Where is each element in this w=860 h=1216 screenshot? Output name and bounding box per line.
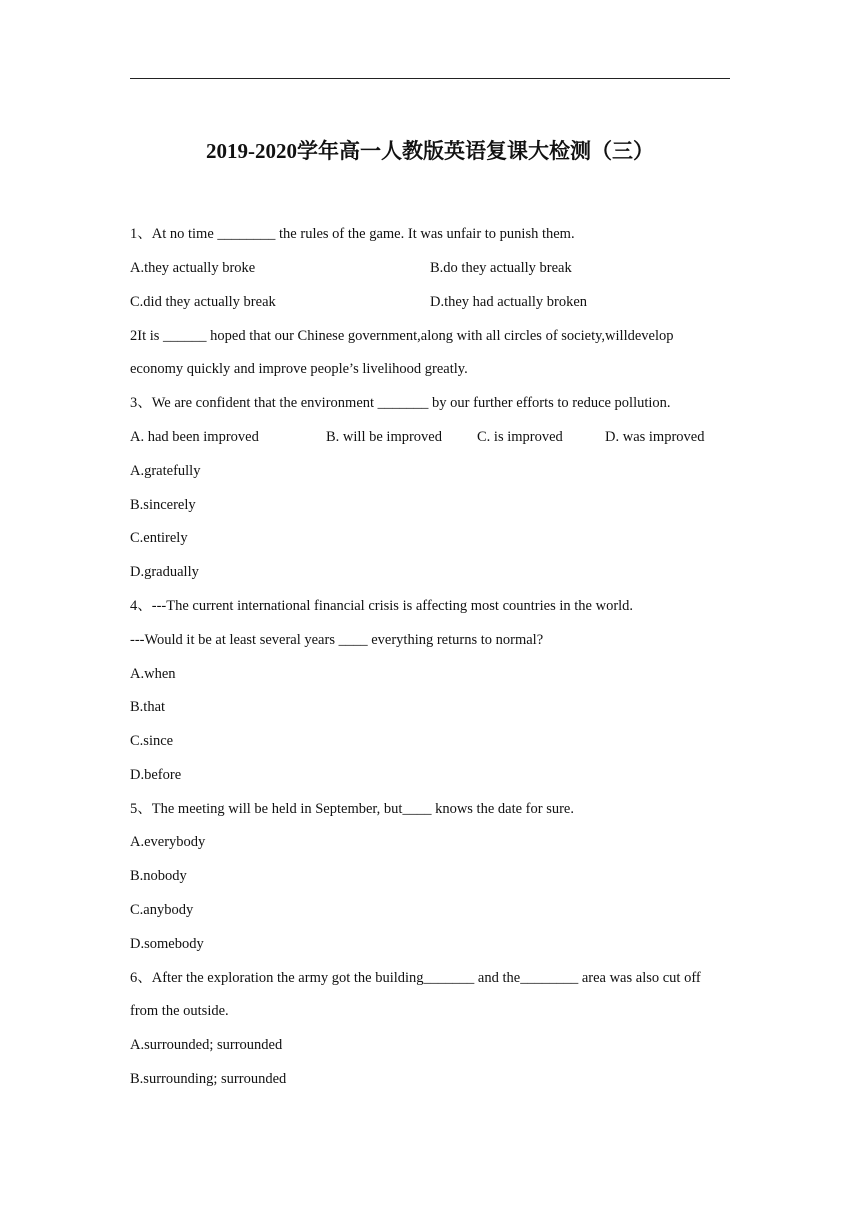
question-6-stem-line-1: 6、After the exploration the army got the building_______ and the________ area was also cut off xyxy=(130,970,701,986)
question-2-stem-line-2: economy quickly and improve people’s livelihood greatly. xyxy=(130,361,468,377)
question-5-option-a: A.everybody xyxy=(130,834,206,850)
question-3-option-c: C. is improved xyxy=(477,429,563,445)
question-3-option-d: D. was improved xyxy=(605,429,705,445)
question-4-option-b: B.that xyxy=(130,699,166,715)
question-2-stem-line-1: 2It is ______ hoped that our Chinese government,along with all circles of society,willdevelop xyxy=(130,328,674,344)
question-3-option-b: B. will be improved xyxy=(326,429,442,445)
question-1-option-a: A.they actually broke xyxy=(130,260,256,276)
question-4-option-c: C.since xyxy=(130,733,174,749)
question-3-extra-option-c: C.entirely xyxy=(130,530,188,546)
question-5-stem: 5、The meeting will be held in September, but____ knows the date for sure. xyxy=(130,801,574,817)
question-5-option-b: B.nobody xyxy=(130,868,187,884)
question-3-option-a: A. had been improved xyxy=(130,429,259,445)
question-4-stem-line-1: 4、---The current international financial crisis is affecting most countries in the world. xyxy=(130,598,634,614)
question-3-extra-option-b: B.sincerely xyxy=(130,497,196,513)
question-6-option-b: B.surrounding; surrounded xyxy=(130,1071,287,1087)
question-1-option-b: B.do they actually break xyxy=(430,260,572,276)
question-3-extra-option-d: D.gradually xyxy=(130,564,199,580)
header-rule xyxy=(130,78,730,79)
question-4-option-a: A.when xyxy=(130,666,176,682)
question-1-stem: 1、At no time ________ the rules of the game. It was unfair to punish them. xyxy=(130,226,575,242)
question-4-stem-line-2: ---Would it be at least several years ____ everything returns to normal? xyxy=(130,632,544,648)
question-4-option-d: D.before xyxy=(130,767,182,783)
question-1-option-c: C.did they actually break xyxy=(130,294,276,310)
question-3-stem: 3、We are confident that the environment _______ by our further efforts to reduce pollution. xyxy=(130,395,671,411)
question-5-option-c: C.anybody xyxy=(130,902,194,918)
question-6-option-a: A.surrounded; surrounded xyxy=(130,1037,283,1053)
question-5-option-d: D.somebody xyxy=(130,936,204,952)
question-6-stem-line-2: from the outside. xyxy=(130,1003,229,1019)
question-3-extra-option-a: A.gratefully xyxy=(130,463,201,479)
question-1-option-d: D.they had actually broken xyxy=(430,294,588,310)
document-title: 2019-2020学年高一人教版英语复课大检测（三） xyxy=(206,139,654,163)
